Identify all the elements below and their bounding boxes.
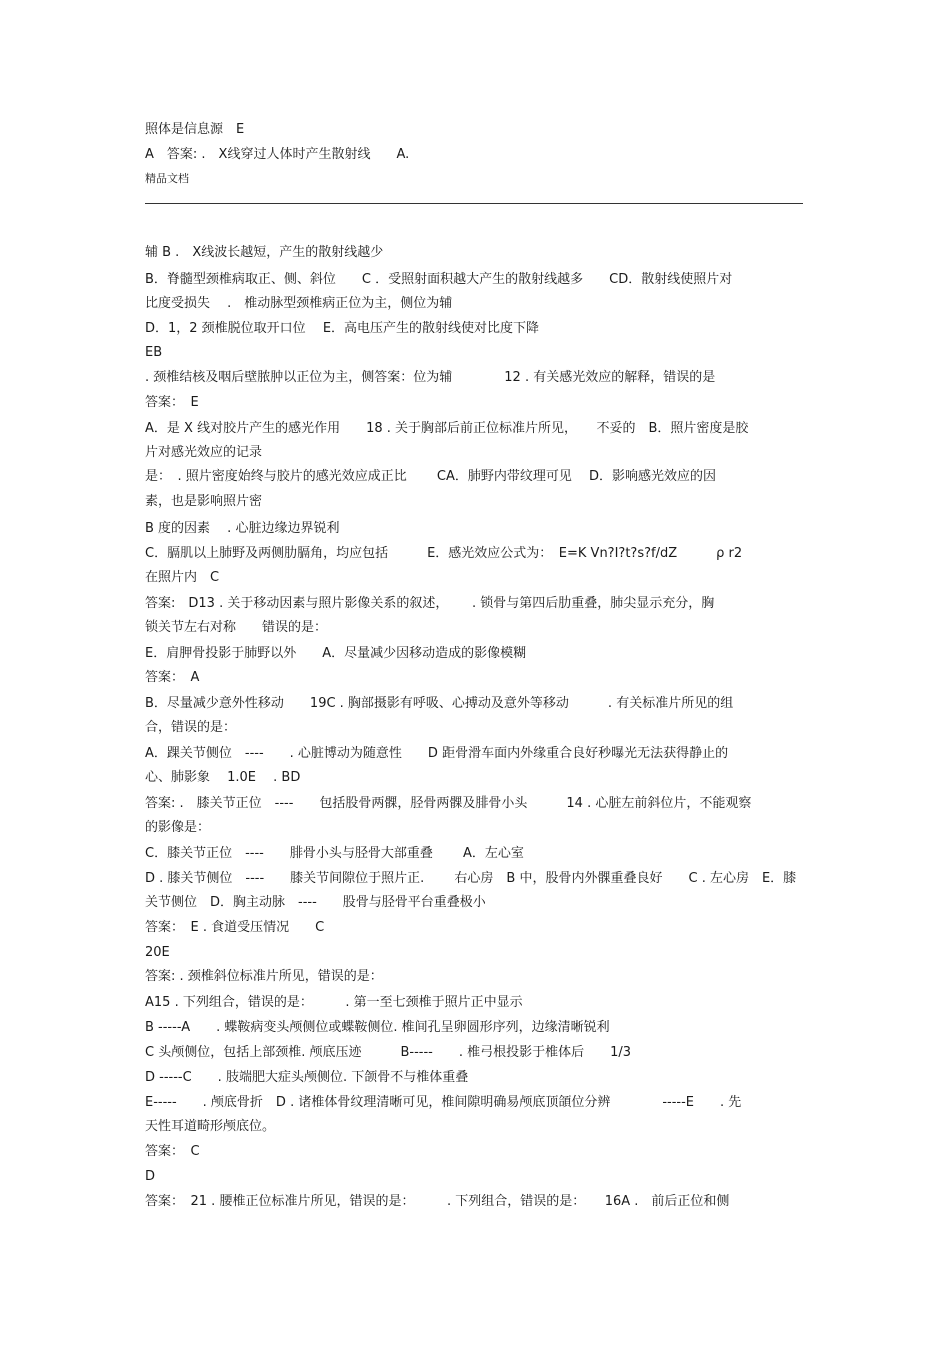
body-line: 片对感光效应的记录 [145, 445, 263, 460]
body-line: 答案： C [145, 1144, 200, 1159]
body-line: . 颈椎结核及咽后壁脓肿以正位为主，侧答案：位为辅 12 . 有关感光效应的解释，错误的是 [145, 370, 716, 385]
body-line: 答案： E [145, 395, 199, 410]
body-line: D -----C . 肢端肥大症头颅侧位. 下颌骨不与椎体重叠 [145, 1070, 469, 1085]
body-line: 比度受损失 . 椎动脉型颈椎病正位为主，侧位为辅 [145, 296, 453, 311]
body-line: 20E [145, 945, 170, 960]
body-line: 在照片内 C [145, 570, 220, 585]
body-line: B -----A . 蝶鞍病变头颅侧位或蝶鞍侧位. 椎间孔呈卵圆形序列，边缘清晰锐利 [145, 1020, 610, 1035]
body-line: C．膈肌以上肺野及两侧肋膈角，均应包括 E．感光效应公式为： E=K Vn?I?t?s?f/dZ ρ r2 [145, 546, 743, 561]
header-line-2: A 答案: . X线穿过人体时产生散射线 A. [145, 147, 410, 162]
body-line: 答案： 21 . 腰椎正位标准片所见，错误的是： . 下列组合，错误的是： 16A . 前后正位和侧 [145, 1194, 730, 1209]
body-line: B．尽量减少意外性移动 19C . 胸部摄影有呼吸、心搏动及意外等移动 . 有关标准片所见的组 [145, 696, 734, 711]
body-line: D [145, 1169, 156, 1184]
body-line: B．脊髓型颈椎病取正、侧、斜位 C ．受照射面积越大产生的散射线越多 CD．散射线使照片对 [145, 272, 733, 287]
body-line: 素，也是影响照片密 [145, 494, 263, 509]
body-line: A．踝关节侧位 ---- . 心脏博动为随意性 D 距骨滑车面内外缘重合良好秒曝光无法获得静止的 [145, 746, 729, 761]
body-line: C．膝关节正位 ---- 腓骨小头与胫骨大部重叠 A．左心室 [145, 846, 524, 861]
body-line: B 度的因素 . 心脏边缘边界锐利 [145, 521, 340, 536]
body-line: E．肩胛骨投影于肺野以外 A．尽量减少因移动造成的影像模糊 [145, 646, 527, 661]
body-line: EB [145, 345, 163, 360]
body-line: 合，错误的是： [145, 720, 237, 735]
body-line: 关节侧位 D．胸主动脉 ---- 股骨与胫骨平台重叠极小 [145, 895, 486, 910]
body-line: 是： . 照片密度始终与胶片的感光效应成正比 CA．肺野内带纹理可见 D．影响感光效应的因 [145, 469, 717, 484]
body-line: A．是 X 线对胶片产生的感光作用 18 . 关于胸部后前正位标准片所见， 不妥的 B．照片密度是胶 [145, 421, 749, 436]
body-line: 锁关节左右对称 错误的是： [145, 620, 328, 635]
body-line: E----- . 颅底骨折 D . 诸椎体骨纹理清晰可见，椎间隙明确易颅底顶頜位分辨 -----E . 先 [145, 1095, 742, 1110]
body-line: A15 . 下列组合，错误的是： . 第一至七颈椎于照片正中显示 [145, 995, 523, 1010]
body-line: D . 膝关节侧位 ---- 膝关节间隙位于照片正. 右心房 B 中，股骨内外髁重叠良好 C . 左心房 E．膝 [145, 871, 797, 886]
body-line: 辅 B . X线波长越短，产生的散射线越少 [145, 245, 384, 260]
header-line-3: 精品文档 [145, 172, 189, 185]
body-line: 答案： A [145, 670, 200, 685]
body-line: C 头颅侧位，包括上部颈椎. 颅底压迹 B----- . 椎弓根投影于椎体后 1/3 [145, 1045, 632, 1060]
body-line: D．1，2 颈椎脱位取开口位 E．高电压产生的散射线使对比度下降 [145, 321, 540, 336]
body-line: 答案： E . 食道受压情况 C [145, 920, 325, 935]
body-line: 答案: . 颈椎斜位标准片所见，错误的是： [145, 969, 383, 984]
header-line-1: 照体是信息源 E [145, 122, 245, 137]
body-line: 答案: . 膝关节正位 ---- 包括股骨两髁，胫骨两髁及腓骨小头 14 . 心脏左前斜位片，不能观察 [145, 796, 752, 811]
body-line: 答案: D13 . 关于移动因素与照片影像关系的叙述， . 锁骨与第四后肋重叠，肺尖显示充分，胸 [145, 596, 715, 611]
header-divider [145, 203, 803, 204]
body-line: 的影像是： [145, 820, 211, 835]
body-line: 天性耳道畸形颅底位。 [145, 1119, 276, 1134]
body-line: 心、肺影象 1.0E . BD [145, 770, 301, 785]
